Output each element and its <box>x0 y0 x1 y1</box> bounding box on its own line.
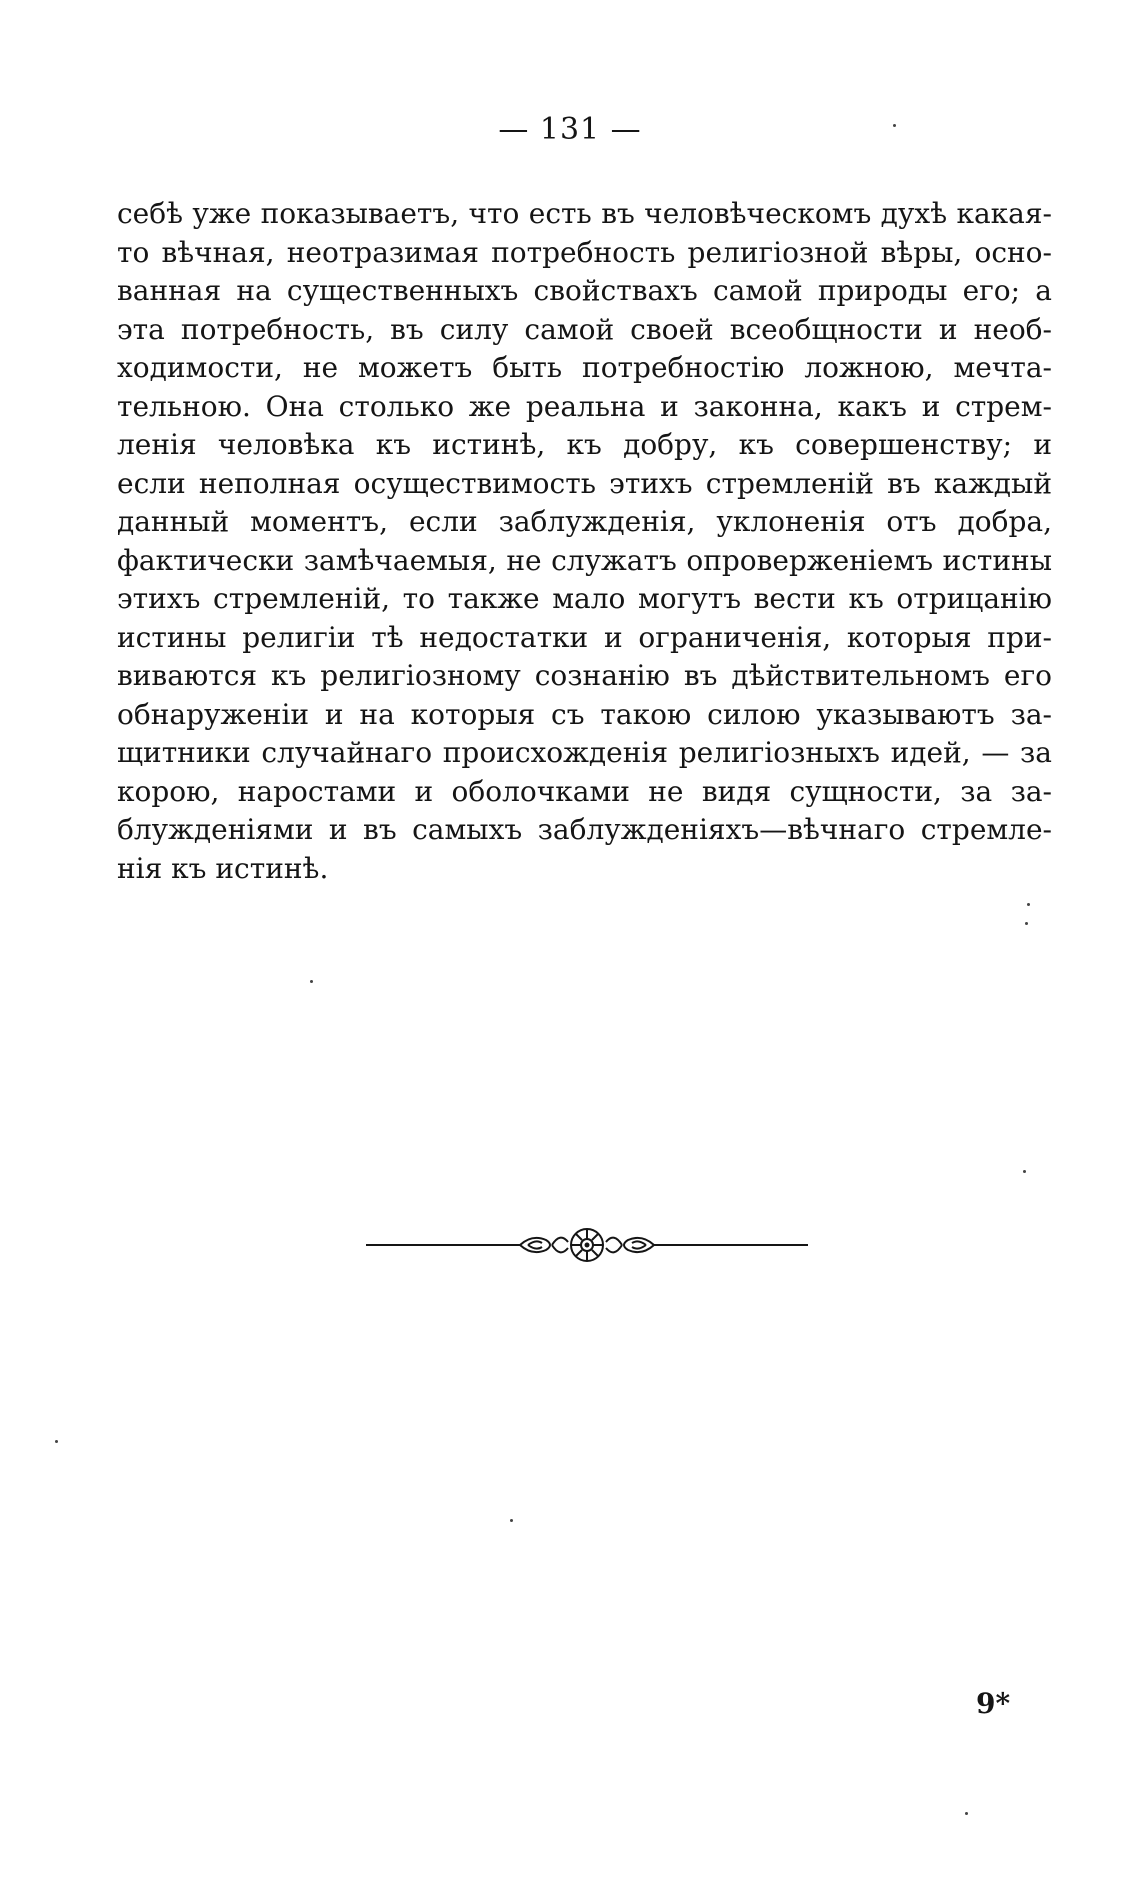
paper-speck <box>893 124 896 127</box>
text-line: себѣ уже показываетъ, что есть въ человѣческомъ духѣ какая- <box>117 197 1052 230</box>
text-line: ванная на существенныхъ свойствахъ самой природы его; а <box>117 274 1052 307</box>
text-line: то вѣчная, неотразимая потребность религіозной вѣры, осно- <box>117 235 1052 269</box>
text-line-last: нія къ истинѣ. <box>117 851 329 885</box>
paper-speck <box>1025 922 1028 925</box>
body-text <box>117 195 1052 888</box>
text-line: истины религіи тѣ недостатки и ограниченія, которыя при- <box>117 620 1052 654</box>
text-line: этихъ стремленій, то также мало могутъ вести къ отрицанію <box>117 582 1052 615</box>
text-line: фактически замѣчаемыя, не служатъ опроверженіемъ истины <box>117 543 1052 577</box>
page-number: — 131 — <box>498 112 642 147</box>
paper-speck <box>510 1519 513 1522</box>
text-line: виваются къ религіозному сознанію въ дѣйствительномъ его <box>117 659 1052 692</box>
text-line: блужденіями и въ самыхъ заблужденіяхъ—вѣчнаго стремле- <box>117 813 1052 846</box>
text-line: эта потребность, въ силу самой своей всеобщности и необ- <box>117 312 1052 346</box>
ornament-divider-icon <box>362 1220 812 1270</box>
paper-speck <box>55 1440 58 1443</box>
text-line: тельною. Она столько же реальна и законна, какъ и стрем- <box>117 389 1052 423</box>
paper-speck <box>1023 1170 1026 1173</box>
text-line: если неполная осуществимость этихъ стремленій въ каждый <box>117 466 1052 500</box>
text-line: ходимости, не можетъ быть потребностію ложною, мечта- <box>117 351 1052 384</box>
text-line: данный моментъ, если заблужденія, уклоненія отъ добра, <box>117 505 1052 538</box>
text-line: обнаруженіи и на которыя съ такою силою указываютъ за- <box>117 697 1052 731</box>
paper-speck <box>310 980 313 983</box>
paper-speck <box>1027 903 1030 906</box>
text-line: ленія человѣка къ истинѣ, къ добру, къ совершенству; и <box>117 428 1052 461</box>
paper-speck <box>965 1812 968 1815</box>
text-line: корою, наростами и оболочками не видя сущности, за за- <box>117 774 1052 808</box>
signature-mark: 9* <box>976 1687 1011 1720</box>
text-line: щитники случайнаго происхожденія религіозныхъ идей, — за <box>117 736 1052 769</box>
